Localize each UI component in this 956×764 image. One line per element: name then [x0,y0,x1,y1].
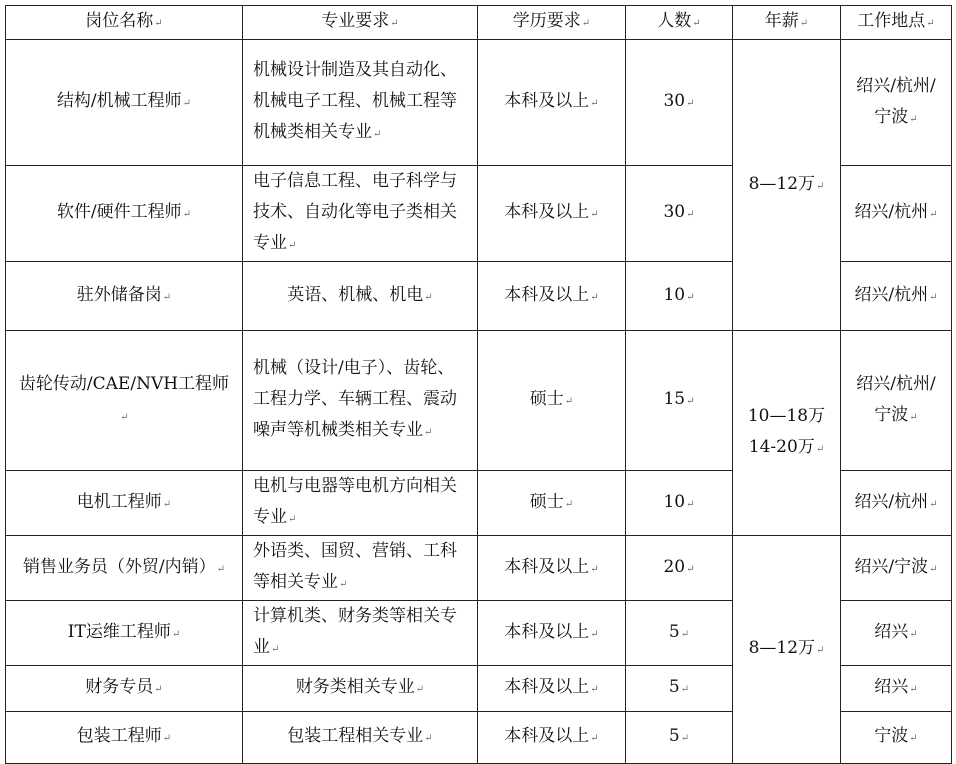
cell-count: 15↵ [626,331,733,471]
cell-major: 计算机类、财务类等相关专业↵ [243,601,478,666]
cell-salary: 8—12万↵ [733,40,841,331]
cell-location: 绍兴/杭州/宁波↵ [841,40,952,166]
cell-count: 30↵ [626,166,733,262]
cell-major: 英语、机械、机电↵ [243,262,478,331]
cell-position: 销售业务员（外贸/内销）↵ [6,536,243,601]
cell-education: 本科及以上↵ [478,262,626,331]
cell-salary: 8—12万↵ [733,536,841,764]
header-count: 人数↵ [626,6,733,40]
cell-location: 绍兴↵ [841,601,952,666]
header-education: 学历要求↵ [478,6,626,40]
cell-major: 财务类相关专业↵ [243,666,478,712]
cell-count: 5↵ [626,666,733,712]
cell-major: 机械设计制造及其自动化、机械电子工程、机械工程等机械类相关专业↵ [243,40,478,166]
cell-location: 宁波↵ [841,712,952,764]
header-position: 岗位名称↵ [6,6,243,40]
cell-location: 绍兴/杭州↵ [841,262,952,331]
cell-education: 硕士↵ [478,471,626,536]
cell-position: 电机工程师↵ [6,471,243,536]
cell-major: 电子信息工程、电子科学与技术、自动化等电子类相关专业↵ [243,166,478,262]
cell-location: 绍兴↵ [841,666,952,712]
cell-position: IT运维工程师↵ [6,601,243,666]
cell-location: 绍兴/杭州/宁波↵ [841,331,952,471]
cell-education: 本科及以上↵ [478,601,626,666]
cell-education: 硕士↵ [478,331,626,471]
cell-position: 软件/硬件工程师↵ [6,166,243,262]
cell-position: 齿轮传动/CAE/NVH工程师↵ [6,331,243,471]
cell-major: 外语类、国贸、营销、工科等相关专业↵ [243,536,478,601]
cell-major: 电机与电器等电机方向相关专业↵ [243,471,478,536]
cell-salary: 10—18万 14-20万↵ [733,331,841,536]
cell-count: 10↵ [626,262,733,331]
cell-count: 5↵ [626,712,733,764]
cell-count: 20↵ [626,536,733,601]
cell-count: 30↵ [626,40,733,166]
cell-location: 绍兴/杭州↵ [841,471,952,536]
cell-education: 本科及以上↵ [478,166,626,262]
cell-education: 本科及以上↵ [478,712,626,764]
cell-major: 机械（设计/电子）、齿轮、工程力学、车辆工程、震动噪声等机械类相关专业↵ [243,331,478,471]
header-salary: 年薪↵ [733,6,841,40]
header-row [6,6,952,40]
table-row [6,40,952,166]
table-row [6,536,952,601]
cell-position: 财务专员↵ [6,666,243,712]
cell-education: 本科及以上↵ [478,666,626,712]
table-row [6,331,952,471]
header-major: 专业要求↵ [243,6,478,40]
cell-major: 包装工程相关专业↵ [243,712,478,764]
cell-count: 5↵ [626,601,733,666]
cell-count: 10↵ [626,471,733,536]
cell-position: 驻外储备岗↵ [6,262,243,331]
header-location: 工作地点↵ [841,6,952,40]
cell-position: 结构/机械工程师↵ [6,40,243,166]
recruitment-table [5,5,952,764]
cell-education: 本科及以上↵ [478,536,626,601]
cell-position: 包装工程师↵ [6,712,243,764]
cell-education: 本科及以上↵ [478,40,626,166]
cell-location: 绍兴/宁波↵ [841,536,952,601]
cell-location: 绍兴/杭州↵ [841,166,952,262]
